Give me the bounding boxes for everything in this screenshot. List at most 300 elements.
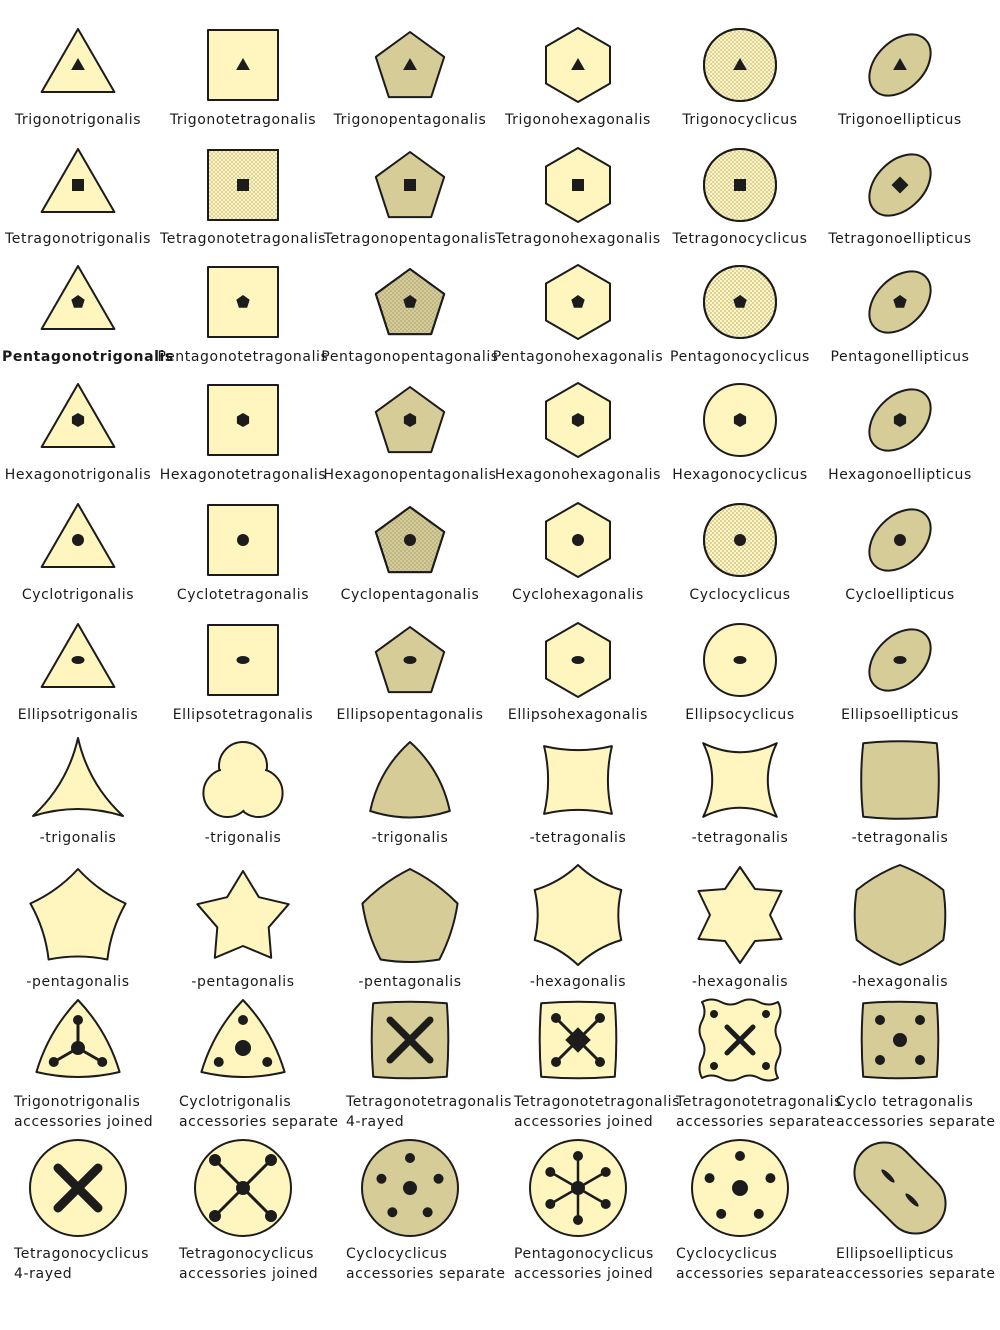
ellipse-outline [858,143,943,228]
label-note-line: accessories separate [179,1114,339,1130]
accessory-dot [423,1207,433,1217]
triangle-outline [42,384,115,447]
ellipse-outline [858,23,943,108]
convex-square-outline [861,741,939,819]
pollen-shape-group [42,504,115,567]
label-name-line: Tetragonotetragonalis [676,1094,843,1110]
accessory-dot [710,1010,718,1018]
pollen-shape-group [858,618,943,703]
label-note-line: accessories separate [836,1114,996,1130]
triangular-nucleus-icon [893,58,907,70]
pollen-type-label: Trigonotrigonalis [14,112,142,128]
pollen-shape-group [704,266,776,338]
label-note-line: accessories separate [836,1266,996,1282]
pollen-shape-group [692,1140,788,1236]
elliptical-nucleus-icon [894,656,907,664]
pollen-type-label [346,1244,506,1284]
pollen-shape-group [376,387,444,452]
ray-line [54,1048,78,1062]
stipple-texture [704,29,776,101]
ellipse-outline [858,618,943,703]
label-name-line: Trigonotrigonalis [14,1094,141,1110]
pollen-shape-group [704,149,776,221]
circular-nucleus-icon [894,534,906,546]
accessory-dot [265,1154,277,1166]
pollen-shape-group [546,623,610,697]
accessory-dot [97,1057,107,1067]
ray-line [578,1172,606,1188]
circular-nucleus-icon [237,534,249,546]
convex-pentagon-outline [362,869,457,962]
pentagonal-nucleus-icon [893,295,906,308]
label-note-line: accessories joined [514,1266,654,1282]
pollen-shape-group [544,746,612,814]
accessory-dot [262,1057,272,1067]
ray-line [556,1040,578,1062]
central-body-icon [565,1027,590,1052]
wavy-square-outline [700,1000,781,1081]
pollen-shape-group [208,385,278,455]
pollen-shape-group [530,1140,626,1236]
hexagon-outline [546,28,610,102]
square-nucleus-icon [237,179,249,191]
pollen-type-label: Hexagonoellipticus [828,467,972,483]
pollen-shape-group [546,265,610,339]
pollen-shape-group [704,29,776,101]
pollen-shape-group [208,625,278,695]
pollen-type-label [836,1244,996,1284]
pollen-shape-group [858,23,943,108]
hexagonal-nucleus-icon [734,413,746,427]
pentagon-outline [376,269,444,334]
hexagonal-nucleus-icon [72,413,84,427]
circular-nucleus-icon [404,534,416,546]
accessory-dot [762,1062,770,1070]
pollen-type-label [676,1244,836,1284]
hexagon-outline [546,148,610,222]
concave-pentagon-outline [30,869,125,960]
pollen-shape-group [704,624,776,696]
pentagon-outline [376,627,444,692]
accessory-dot [716,1209,726,1219]
pollen-shape-group [858,260,943,345]
concave-triangle-outline [33,738,123,816]
ray-line [727,1027,753,1053]
accessory-dot [545,1167,555,1177]
ray-line [390,1020,430,1060]
pollen-type-label: -tetragonalis [529,830,627,846]
label-note-line: accessories separate [676,1266,836,1282]
accessory-dot [573,1151,583,1161]
label-name-line: Tetragonotetragonalis [346,1094,513,1110]
pollen-type-label: -trigonalis [204,830,282,846]
pollen-type-label: Pentagonellipticus [830,349,970,365]
pollen-shape-group [42,384,115,447]
hexagonal-nucleus-icon [404,413,416,427]
accessory-dot [405,1153,415,1163]
pollen-shape-group [540,1002,617,1079]
capsule-outline [842,1130,958,1246]
pollen-type-label [179,1092,339,1132]
pentagon-outline [376,507,444,572]
triangular-nucleus-icon [236,58,250,70]
triangular-nucleus-icon [71,58,85,70]
pollen-shape-group [704,384,776,456]
square-nucleus-icon [404,179,416,191]
stipple-texture [376,269,444,334]
pollen-type-label: -pentagonalis [191,974,295,990]
elliptical-nucleus-icon [72,656,85,664]
pollen-shape-group [862,1002,939,1079]
accessory-dot [238,1015,248,1025]
circular-nucleus-icon [72,534,84,546]
accessory-dot [376,1174,386,1184]
pollen-type-label: Hexagonopentagonalis [323,467,497,483]
accessory-dot [915,1055,925,1065]
pollen-type-label: -hexagonalis [851,974,949,990]
square-outline [208,150,278,220]
convex-triangle-outline [370,742,450,818]
square-outline [208,505,278,575]
label-name-line: Cyclo tetragonalis [836,1094,974,1110]
pentagonal-nucleus-icon [71,295,84,308]
square-nucleus-icon [572,179,584,191]
convex-hexagon-outline [855,865,946,965]
pollen-shape-group [208,267,278,337]
accessory-dot [551,1057,561,1067]
central-body-dot [732,1180,748,1196]
pollen-type-label: Tetragonotetragonalis [159,231,327,247]
pollen-type-label: Pentagonopentagonalis [321,349,499,365]
pollen-type-label: -trigonalis [371,830,449,846]
accessory-dot [265,1210,277,1222]
label-note-line: accessories separate [676,1114,836,1130]
accessory-dot [601,1167,611,1177]
pentagonal-nucleus-icon [733,295,746,308]
pollen-shape-group [546,148,610,222]
pollen-shape-group [842,1130,958,1246]
circular-nucleus-icon [572,534,584,546]
ray-line [727,1027,753,1053]
accessory-dot [434,1174,444,1184]
pollen-type-label: -pentagonalis [26,974,130,990]
pollen-type-label: Tetragonocyclicus [672,231,808,247]
ellipse-outline [858,260,943,345]
accessory-dash [904,1192,920,1208]
pentagon-outline [376,32,444,97]
triangular-nucleus-icon [403,58,417,70]
triangular-nucleus-icon [733,58,747,70]
pollen-type-label: Trigonotetragonalis [169,112,317,128]
square-outline [208,385,278,455]
pollen-type-label: -tetragonalis [851,830,949,846]
pollen-type-label: Cyclotrigonalis [21,587,135,603]
pollen-type-label: Ellipsotetragonalis [172,707,314,723]
label-name-line: Tetragonotetragonalis [514,1094,681,1110]
central-body-dot [403,1181,417,1195]
pollen-shape-group [42,29,115,92]
pentagon-outline [376,387,444,452]
square-nucleus-icon [734,179,746,191]
pentagonal-nucleus-icon [403,295,416,308]
square-outline [208,625,278,695]
pollen-shape-group [376,507,444,572]
stipple-texture [376,507,444,572]
pollen-type-label: Trigonopentagonalis [333,112,487,128]
hexagonal-nucleus-icon [572,413,584,427]
ray-line [578,1040,600,1062]
pollen-shape-group [36,1000,119,1077]
accessory-dot [573,1215,583,1225]
pollen-type-label: -tetragonalis [691,830,789,846]
pollen-type-label: -trigonalis [39,830,117,846]
pollen-type-label: Ellipsohexagonalis [507,707,649,723]
pollen-type-label: Tetragonoellipticus [828,231,972,247]
pollen-type-label: Tetragonotrigonalis [4,231,152,247]
pollen-type-label: Cyclohexagonalis [512,587,644,603]
label-name-line: Ellipsoellipticus [836,1246,954,1262]
trilobed-outline [203,742,282,817]
central-body-dot [235,1040,251,1056]
pollen-shape-group [376,152,444,217]
accessory-dot [73,1015,83,1025]
circle-outline [704,29,776,101]
pollen-type-label: Trigonoellipticus [838,112,962,128]
pollen-type-label: Hexagonotetragonalis [159,467,327,483]
pollen-shape-group [33,738,123,816]
accessory-dot [595,1057,605,1067]
pollen-type-label: Pentagonocyclicus [670,349,810,365]
central-body-dot [893,1033,907,1047]
label-note-line: accessories joined [179,1266,319,1282]
pollen-shape-group [698,867,781,963]
pollen-shape-group [546,383,610,457]
accessory-dot [601,1199,611,1209]
accessory-dot [875,1015,885,1025]
pollen-shape-group [376,627,444,692]
pollen-type-label: Trigonohexagonalis [505,112,651,128]
pollen-shape-group [42,149,115,212]
label-note-line: accessories separate [346,1266,506,1282]
triangular-nucleus-icon [571,58,585,70]
pollen-shape-group [376,32,444,97]
pollen-shape-group [858,143,943,228]
pollen-type-label: Cyclopentagonalis [340,587,480,603]
label-name-line: Tetragonocyclicus [14,1246,150,1262]
label-note-line: 4-rayed [14,1266,73,1282]
rounded-triangle-outline [201,1000,284,1077]
pentagonal-nucleus-icon [236,295,249,308]
pollen-type-label: Pentagonotetragonalis [157,349,329,365]
circle-outline [704,504,776,576]
circle-outline [530,1140,626,1236]
pollen-type-label [14,1244,149,1284]
pollen-shape-group [362,1140,458,1236]
pollen-type-label: Pentagonohexagonalis [492,349,664,365]
hexagon-outline [546,503,610,577]
pollen-shape-group [208,150,278,220]
pollen-shape-group [201,1000,284,1077]
circle-outline [704,149,776,221]
pollen-type-label: Ellipsopentagonalis [336,707,484,723]
accessory-dash [880,1168,896,1184]
elliptical-nucleus-icon [572,656,585,664]
pollen-shape-group [362,869,457,962]
pentagonal-nucleus-icon [571,295,584,308]
ray-line [243,1188,271,1216]
square-outline [208,267,278,337]
four-pointed-star-outline [703,743,777,817]
label-name-line: Cyclocyclicus [676,1246,778,1262]
label-name-line: Pentagonocyclicus [514,1246,654,1262]
pollen-shape-group [546,28,610,102]
stipple-texture [704,149,776,221]
pollen-shape-group [855,865,946,965]
pollen-shape-group [195,1140,291,1236]
accessory-dot [551,1013,561,1023]
ray-line [243,1160,271,1188]
hexagonal-nucleus-icon [894,413,906,427]
pollen-shape-group [700,1000,781,1081]
rounded-square-outline [372,1002,449,1079]
circle-outline [704,624,776,696]
accessory-dot [875,1055,885,1065]
stipple-texture [208,150,278,220]
ray-line [556,1018,578,1040]
label-note-line: accessories joined [514,1114,654,1130]
accessory-dot [915,1015,925,1025]
accessory-dot [735,1151,745,1161]
concave-square-outline [544,746,612,814]
accessory-dot [49,1057,59,1067]
triangle-outline [42,266,115,329]
pollen-shape-group [372,1002,449,1079]
circular-nucleus-icon [734,534,746,546]
pollen-shape-group [703,743,777,817]
rounded-triangle-outline [36,1000,119,1077]
pollen-type-label: Pentagonotrigonalis [2,349,174,365]
ray-line [78,1048,102,1062]
central-body-dot [571,1181,585,1195]
circle-outline [362,1140,458,1236]
pollen-type-label [836,1092,996,1132]
ellipse-outline [858,498,943,583]
pollen-type-label: -hexagonalis [691,974,789,990]
hexagon-outline [546,623,610,697]
pollen-type-label: Tetragonopentagonalis [323,231,497,247]
hexagon-outline [546,265,610,339]
ray-line [215,1188,243,1216]
rounded-square-outline [540,1002,617,1079]
label-name-line: Cyclocyclicus [346,1246,448,1262]
pollen-type-label [14,1092,153,1132]
pollen-type-label: Cyclotetragonalis [176,587,310,603]
ray-line [578,1188,606,1204]
diamond-nucleus-icon [892,177,909,194]
pollen-type-label: Cyclocyclicus [689,587,791,603]
triangle-outline [42,149,115,212]
central-body-dot [71,1041,85,1055]
triangle-outline [42,29,115,92]
pollen-shape-group [42,624,115,687]
accessory-dot [545,1199,555,1209]
circle-outline [692,1140,788,1236]
concave-hexagon-outline [535,865,622,965]
pollen-type-label: -pentagonalis [358,974,462,990]
ellipse-outline [858,378,943,463]
pollen-shape-group [704,504,776,576]
accessory-dot [705,1173,715,1183]
accessory-dot [387,1207,397,1217]
ray-line [58,1168,98,1208]
ray-line [390,1020,430,1060]
pollen-type-label [346,1092,512,1132]
pollen-type-label: Hexagonotrigonalis [4,467,152,483]
pollen-shape-group [858,498,943,583]
label-name-line: Cyclotrigonalis [179,1094,292,1110]
five-pointed-star-outline [197,871,288,958]
circle-outline [195,1140,291,1236]
pollen-shape-group [203,742,282,817]
pollen-shape-group [197,871,288,958]
accessory-dot [595,1013,605,1023]
accessory-dot [762,1010,770,1018]
label-note-line: 4-rayed [346,1114,405,1130]
hexagonal-nucleus-icon [237,413,249,427]
rounded-square-outline [862,1002,939,1079]
pollen-type-label: Ellipsoellipticus [841,707,959,723]
pollen-type-label: Cycloellipticus [845,587,955,603]
pollen-shape-group [208,505,278,575]
accessory-dot [765,1173,775,1183]
circle-outline [30,1140,126,1236]
accessory-dot [209,1154,221,1166]
square-outline [208,30,278,100]
stipple-texture [704,266,776,338]
accessory-dot [710,1062,718,1070]
triangle-outline [42,504,115,567]
hexagon-outline [546,383,610,457]
stipple-texture [704,504,776,576]
pollen-type-label: -hexagonalis [529,974,627,990]
square-nucleus-icon [72,179,84,191]
accessory-dot [209,1210,221,1222]
label-name-line: Tetragonocyclicus [179,1246,315,1262]
pollen-shape-group [208,30,278,100]
ray-line [550,1188,578,1204]
pollen-shape-group [370,742,450,818]
pollen-type-label [514,1092,680,1132]
triangle-outline [42,624,115,687]
pollen-shape-group [535,865,622,965]
pentagon-outline [376,152,444,217]
pollen-type-label: Hexagonohexagonalis [494,467,662,483]
pollen-shape-group [42,266,115,329]
ray-line [215,1160,243,1188]
ray-line [578,1018,600,1040]
pollen-type-label: Trigonocyclicus [682,112,798,128]
accessory-dot [754,1209,764,1219]
pollen-type-label [179,1244,318,1284]
pollen-type-label [676,1092,842,1132]
ray-line [550,1172,578,1188]
circle-outline [704,384,776,456]
central-body-dot [236,1181,250,1195]
pollen-type-label: Tetragonohexagonalis [495,231,661,247]
six-pointed-star-outline [698,867,781,963]
elliptical-nucleus-icon [237,656,250,664]
label-note-line: accessories joined [14,1114,154,1130]
